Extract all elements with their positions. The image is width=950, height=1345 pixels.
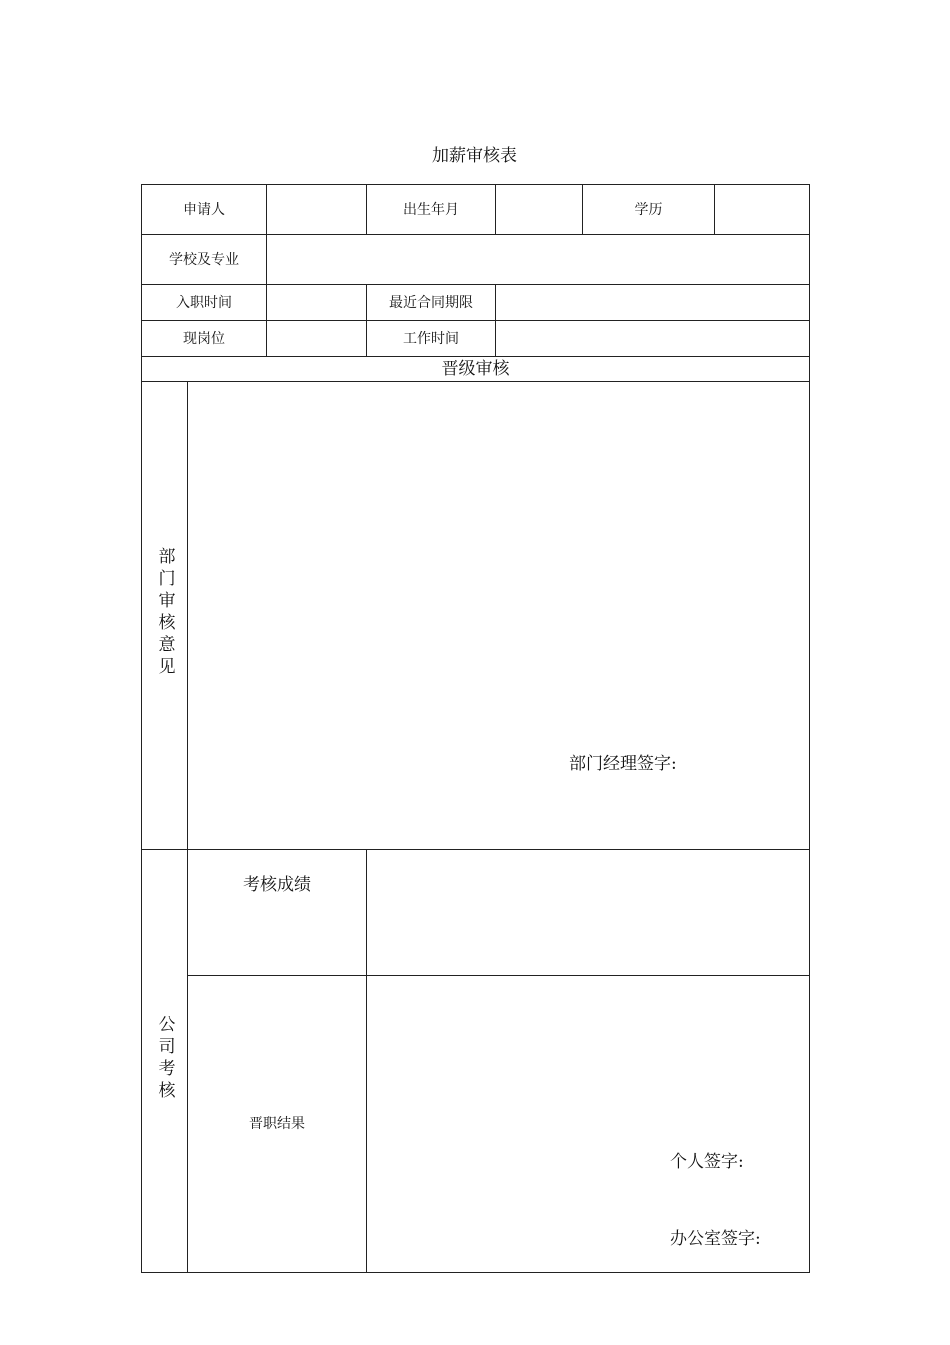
row-score [142,850,810,976]
applicant-field[interactable] [267,185,367,235]
dept-review-field[interactable] [188,382,810,850]
score-field[interactable] [367,850,810,976]
row-result [142,976,810,1273]
dept-manager-sign-label: 部门经理签字: [569,754,677,774]
row-hire-date [142,285,810,321]
row-basic-info [142,185,810,235]
dept-review-label: 部门审核意见 [154,547,175,679]
result-field[interactable] [367,976,810,1273]
work-time-field[interactable] [496,321,810,357]
form-title: 加薪审核表 [432,146,517,166]
school-field[interactable] [267,235,810,285]
company-review-label-cell [142,850,188,1273]
hire-date-field[interactable] [267,285,367,321]
applicant-label: 申请人 [142,185,267,235]
dept-review-label-cell [142,382,188,850]
office-sign-label: 办公室签字: [670,1229,761,1249]
birth-field[interactable] [496,185,583,235]
score-label: 考核成绩 [188,850,367,976]
row-dept-review [142,382,810,850]
school-label: 学校及专业 [142,235,267,285]
row-promotion-header [142,357,810,382]
position-field[interactable] [267,321,367,357]
position-label: 现岗位 [142,321,267,357]
promotion-review-header: 晋级审核 [142,357,810,382]
personal-sign-label: 个人签字: [670,1152,744,1172]
hire-date-label: 入职时间 [142,285,267,321]
work-time-label: 工作时间 [367,321,496,357]
education-field[interactable] [715,185,810,235]
birth-label: 出生年月 [367,185,496,235]
contract-field[interactable] [496,285,810,321]
education-label: 学历 [583,185,715,235]
row-position [142,321,810,357]
result-label: 晋职结果 [188,976,367,1273]
salary-review-table [141,184,810,1273]
company-review-label: 公司考核 [154,1014,175,1103]
row-school [142,235,810,285]
contract-label: 最近合同期限 [367,285,496,321]
